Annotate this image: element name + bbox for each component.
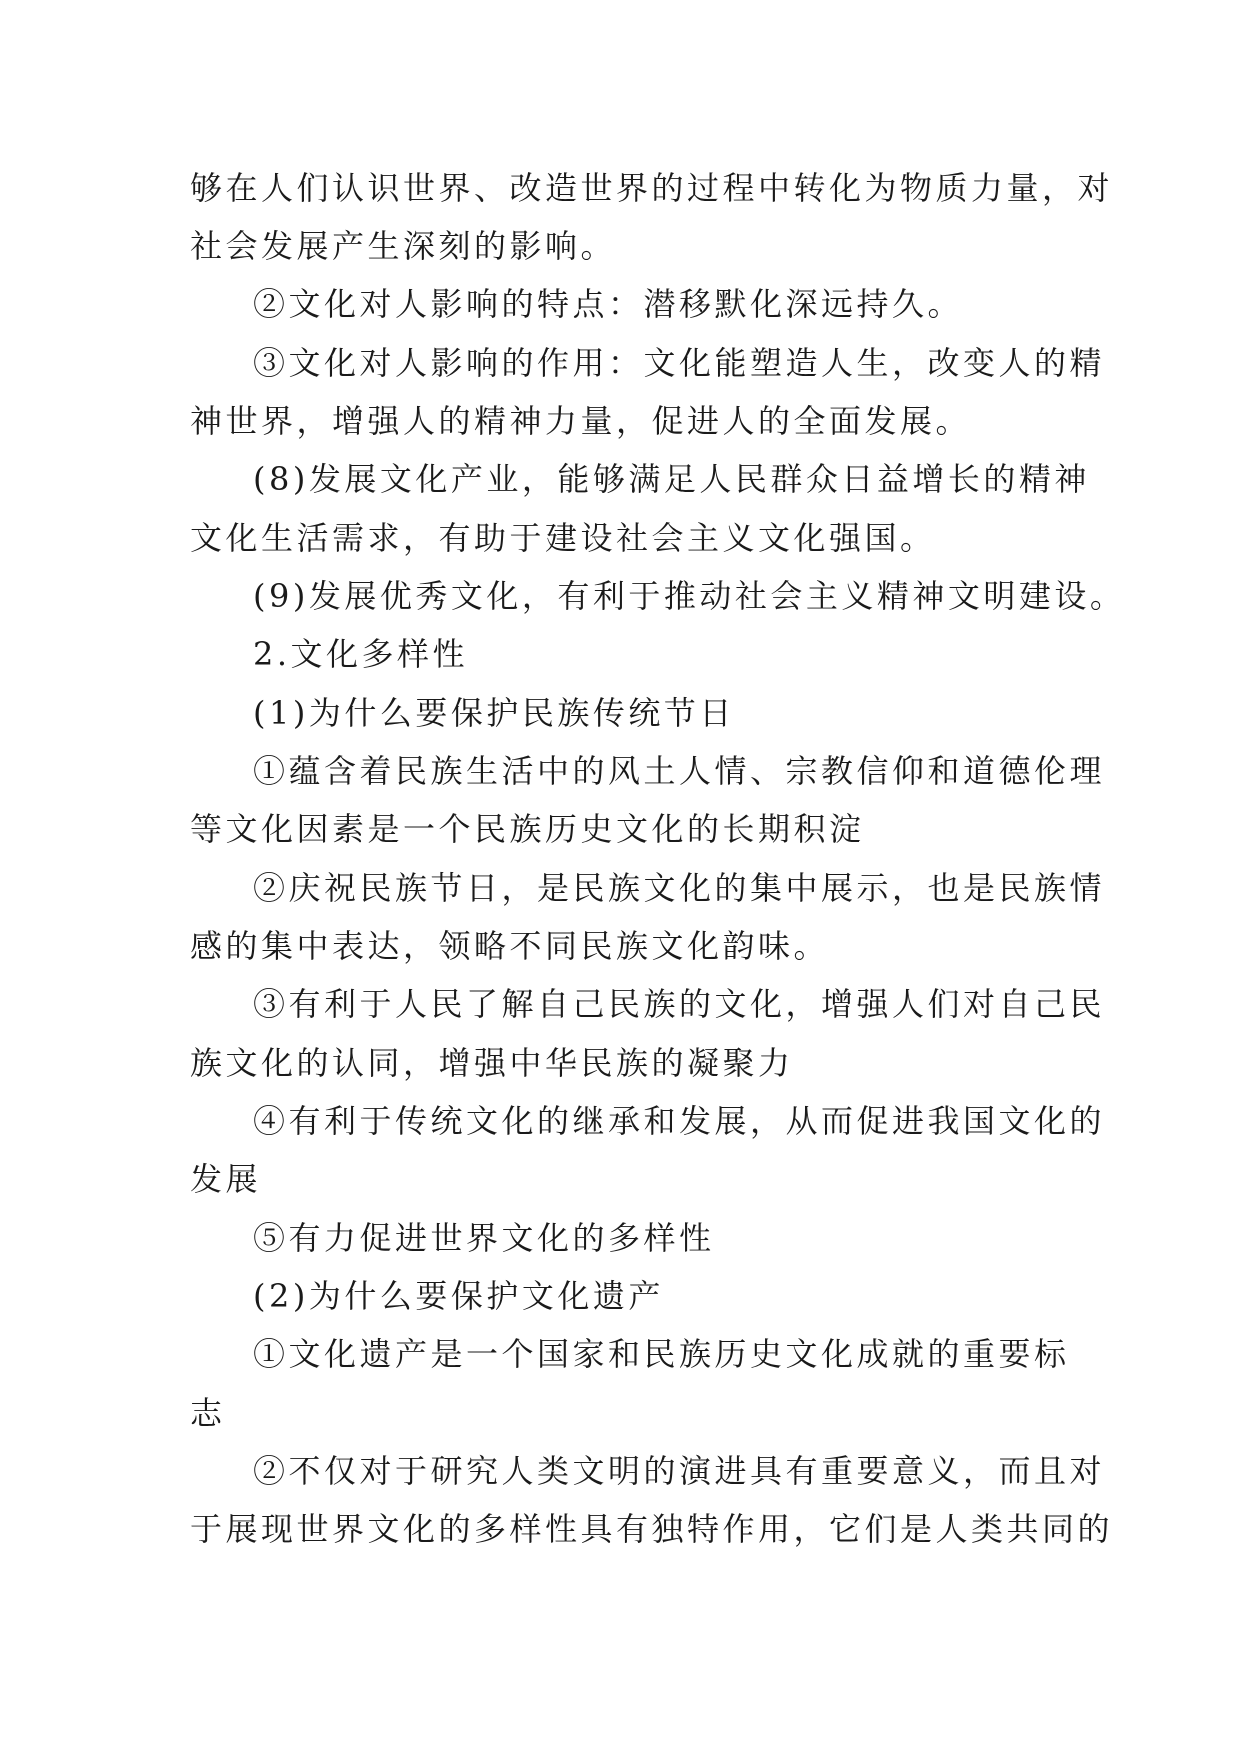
text-line: (8)发展文化产业，能够满足人民群众日益增长的精神 — [253, 460, 1090, 498]
section-heading: 2.文化多样性 — [253, 635, 469, 673]
text-line: 社会发展产生深刻的影响。 — [190, 227, 617, 265]
text-line: ⑤有力促进世界文化的多样性 — [253, 1219, 715, 1257]
text-line: 族文化的认同，增强中华民族的凝聚力 — [190, 1044, 794, 1082]
text-line: ②不仅对于研究人类文明的演进具有重要意义，而且对 — [253, 1452, 1106, 1490]
text-line: ③文化对人影响的作用：文化能塑造人生，改变人的精 — [253, 344, 1106, 382]
text-line: 文化生活需求，有助于建设社会主义文化强国。 — [190, 519, 936, 557]
text-line: 于展现世界文化的多样性具有独特作用，它们是人类共同的 — [190, 1510, 1114, 1548]
text-line: ①文化遗产是一个国家和民族历史文化成就的重要标 — [253, 1335, 1070, 1373]
text-line: ②文化对人影响的特点：潜移默化深远持久。 — [253, 285, 964, 323]
subsection-heading: (1)为什么要保护民族传统节日 — [253, 694, 735, 732]
text-line: ④有利于传统文化的继承和发展，从而促进我国文化的 — [253, 1102, 1106, 1140]
text-line: 感的集中表达，领略不同民族文化韵味。 — [190, 927, 830, 965]
text-line: ②庆祝民族节日，是民族文化的集中展示，也是民族情 — [253, 869, 1106, 907]
text-line: 等文化因素是一个民族历史文化的长期积淀 — [190, 810, 865, 848]
text-line: (9)发展优秀文化，有利于推动社会主义精神文明建设。 — [253, 577, 1126, 615]
subsection-heading: (2)为什么要保护文化遗产 — [253, 1277, 664, 1315]
text-line: ③有利于人民了解自己民族的文化，增强人们对自己民 — [253, 985, 1106, 1023]
text-line: 发展 — [190, 1160, 262, 1198]
text-line: 志 — [190, 1394, 226, 1432]
text-line: 神世界，增强人的精神力量，促进人的全面发展。 — [190, 402, 972, 440]
text-line: 够在人们认识世界、改造世界的过程中转化为物质力量，对 — [190, 169, 1114, 207]
text-line: ①蕴含着民族生活中的风土人情、宗教信仰和道德伦理 — [253, 752, 1106, 790]
